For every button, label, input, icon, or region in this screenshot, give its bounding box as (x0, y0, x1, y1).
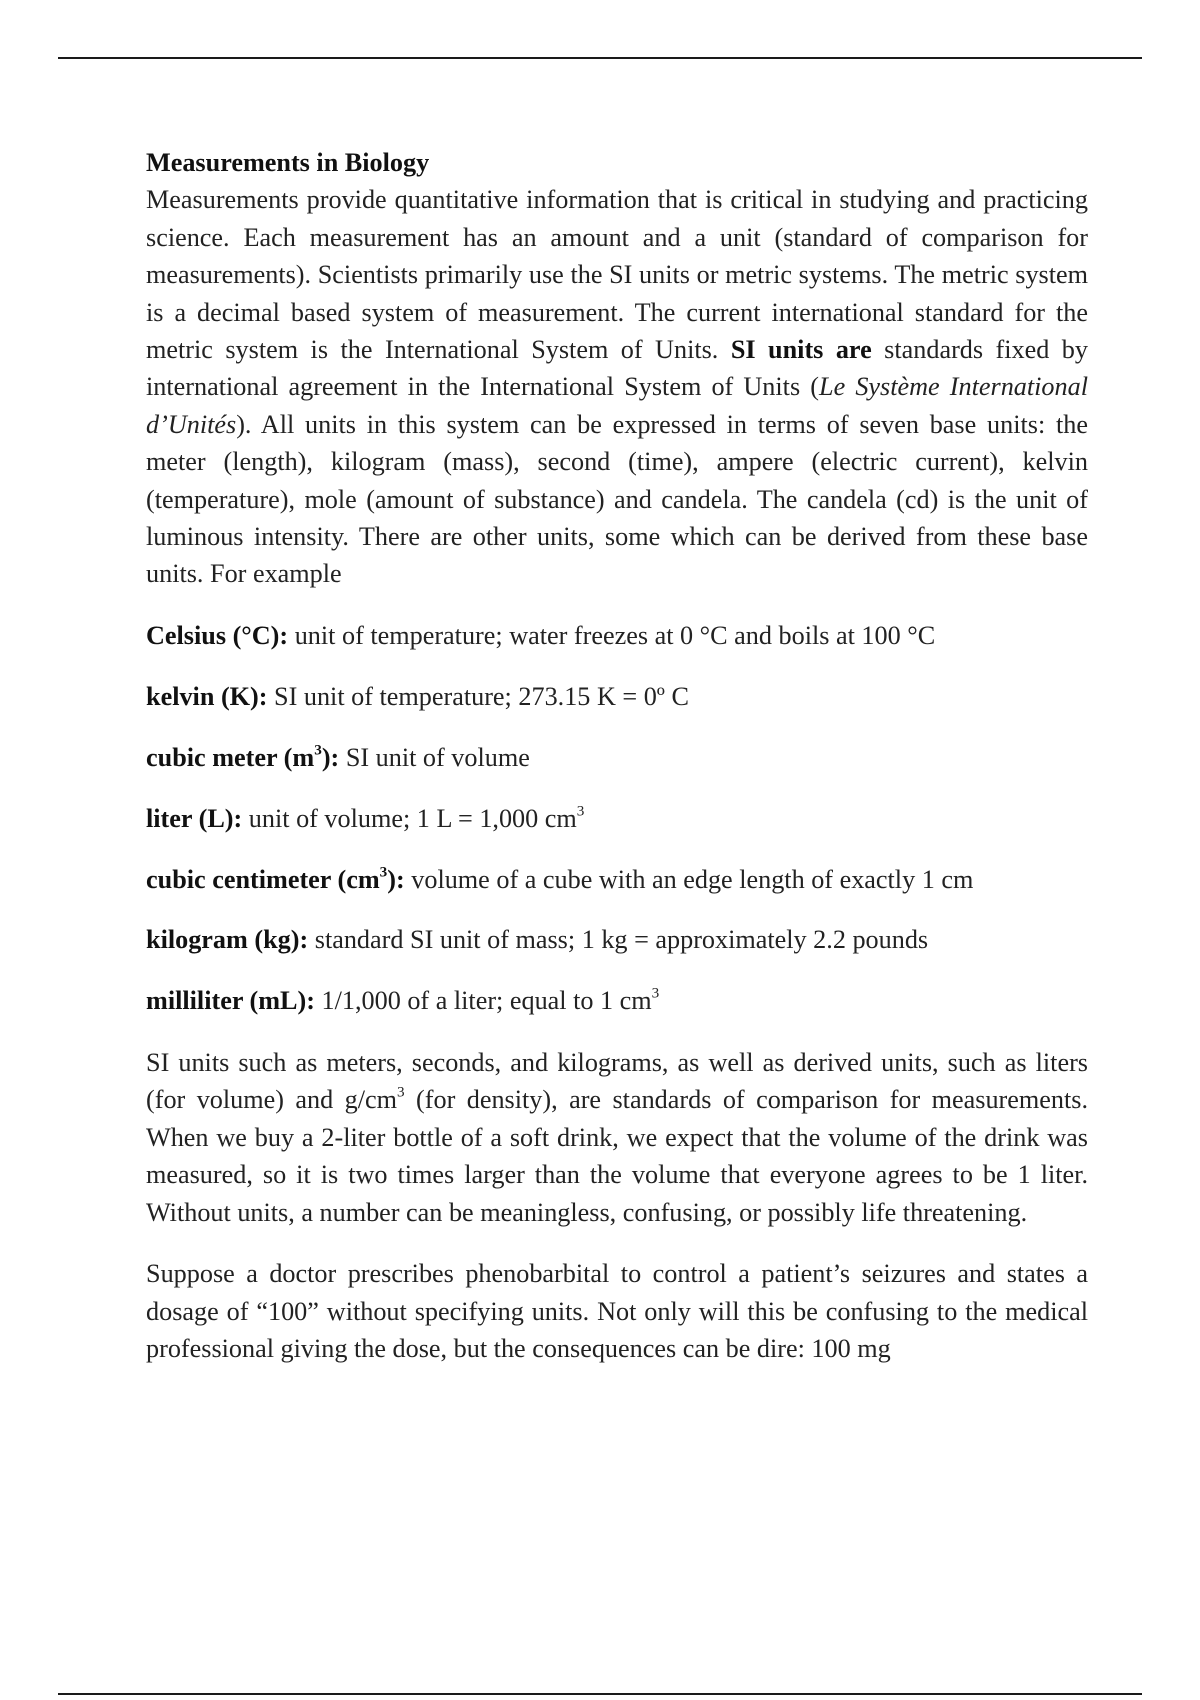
definition-text: SI unit of volume (339, 743, 530, 773)
definition-kilogram (146, 921, 1088, 958)
section-heading: Measurements in Biology (146, 148, 430, 177)
intro-italic-french-name: Le Système International d’Unités (146, 372, 1088, 439)
intro-text-3: ). All units in this system can be expressed in terms of seven base units: the meter (length), kilogram (mass), second (time), ampere (electric current), kelvin (temperature), mole (amount of substance) and candela. The candela (cd) is the unit of luminous intensity. There are other units, some which can be derived from these base units. For example (146, 409, 1088, 589)
definition-term: kelvin (K): (146, 682, 268, 712)
para2-superscript: 3 (397, 1084, 405, 1102)
definition-text: standard SI unit of mass; 1 kg = approximately 2.2 pounds (308, 925, 929, 955)
definition-term-pre: cubic centimeter (cm (146, 864, 380, 894)
si-units-paragraph (146, 1044, 1088, 1231)
intro-text-1: Measurements provide quantitative information that is critical in studying and practicing science. Each measurement has an amount and a unit (standard of comparison for measurements). Scientists primarily use the SI units or metric systems. The metric system is a decimal based system of measurement. The current international standard for the metric system is the International System of Units. (146, 185, 1088, 365)
definition-term-superscript: 3 (314, 741, 322, 759)
definition-text-superscript: 3 (576, 802, 585, 820)
intro-paragraph (146, 181, 1088, 592)
page-content (146, 144, 1088, 1368)
definition-term: kilogram (kg): (146, 925, 309, 955)
definition-term-superscript: 3 (379, 863, 388, 881)
definition-term: milliliter (mL): (146, 986, 315, 1016)
definition-term: Celsius (°C): (146, 621, 289, 651)
definition-term-pre: cubic meter (m (146, 743, 315, 773)
definition-kelvin (146, 678, 1088, 715)
definition-cubic-centimeter (146, 861, 1088, 898)
definition-liter (146, 800, 1088, 837)
definition-text: unit of volume; 1 L = 1,000 cm (242, 803, 577, 833)
intro-bold-si-units: SI units are (730, 335, 872, 365)
definition-text: unit of temperature; water freezes at 0 °C and boils at 100 °C (288, 621, 936, 651)
definition-term: liter (L): (146, 803, 243, 833)
header-rule (58, 57, 1142, 59)
definition-text: 1/1,000 of a liter; equal to 1 cm (314, 986, 652, 1016)
definition-text-superscript: 3 (651, 984, 660, 1002)
definition-term-post: ): (387, 864, 405, 894)
definition-text: SI unit of temperature; 273.15 K = 0º C (267, 682, 689, 712)
definition-term (146, 743, 339, 772)
definition-cubic-meter (146, 739, 1088, 776)
definition-text: volume of a cube with an edge length of exactly 1 cm (404, 864, 974, 894)
para2-text-2: (for density), are standards of comparison for measurements. When we buy a 2-liter bottle of a soft drink, we expect that the volume of the drink was measured, so it is two times larger than the volume that everyone agrees to be 1 liter. Without units, a number can be meaningless, confusing, or possibly life threatening. (146, 1085, 1089, 1227)
definition-term-post: ): (321, 743, 340, 773)
footer-rule (58, 1693, 1142, 1695)
intro-text-2: standards fixed by international agreement in the International System of Units ( (146, 335, 1088, 402)
definition-term (146, 865, 405, 894)
definition-milliliter (146, 982, 1088, 1019)
definition-celsius (146, 617, 1088, 654)
dosage-paragraph: Suppose a doctor prescribes phenobarbital to control a patient’s seizures and states a dosage of “100” without specifying units. Not only will this be confusing to the medical professional giving the dose, but the consequences can be dire: 100 mg (146, 1259, 1088, 1364)
para2-text-1: SI units such as meters, seconds, and kilograms, as well as derived units, such as liters (for volume) and g/cm (146, 1048, 1088, 1115)
